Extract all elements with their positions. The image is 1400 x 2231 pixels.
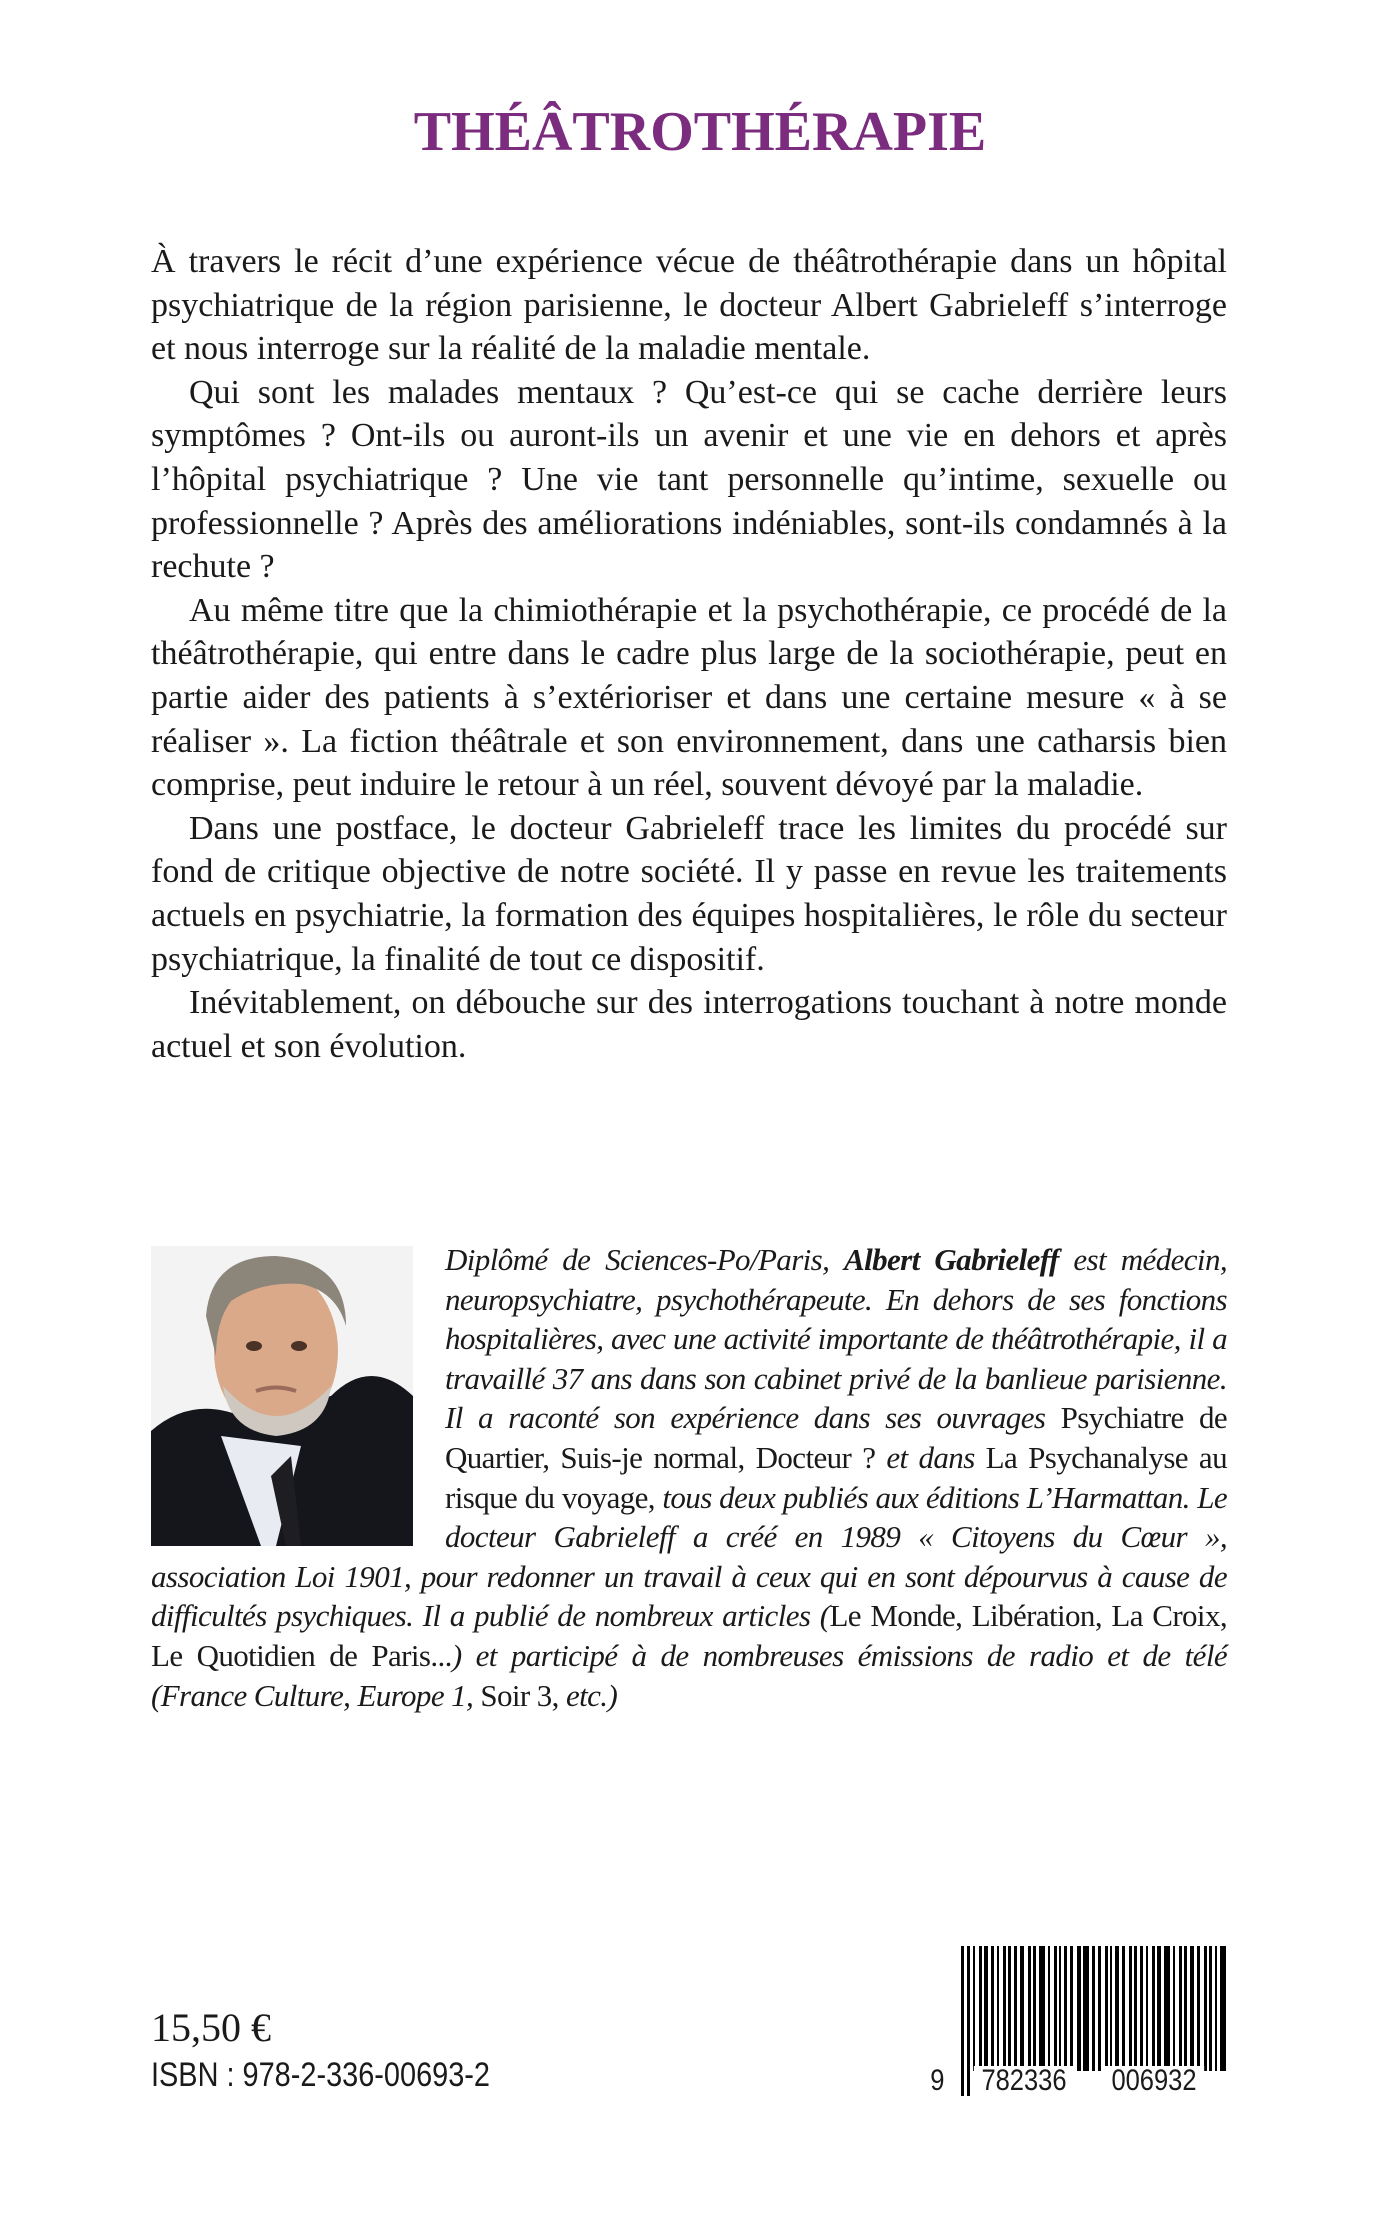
barcode-bar [1140,1946,1143,2071]
bio-segment: et dans [875,1439,986,1475]
barcode [930,1946,1227,2097]
barcode-bar [1146,1946,1148,2071]
bio-segment: tous deux publiés aux éditions L’Harmattan. Le docteur Gabrieleff a créé en 1989 « Citoyens du Cœur », association Loi 1901, pour redonner un travail à ceux qui en sont dépourvus à cause de difficultés psychiques. Il a publié de nombreux articles ( [151,1479,1227,1634]
bio-segment: Le Monde, Libération, La Croix, Le Quotidien de Paris... [151,1598,1227,1673]
barcode-bar [1048,1946,1050,2071]
barcode-bar [1152,1946,1155,2071]
barcode-bar [1064,1946,1067,2071]
barcode-bar [1028,1946,1031,2071]
barcode-bar [1215,1946,1217,2071]
barcode-bar [1115,1946,1119,2071]
barcode-bar [1033,1946,1036,2071]
bio-segment: ) et participé à de nombreuses émissions de radio et de télé (France Culture, Europe 1, [151,1637,1227,1713]
bio-segment: est médecin, neuropsychiatre, psychothérapeute. En dehors de ses fonctions hospitalières, avec une activité importante de théâtrothérapie, il a travaillé 37 ans dans son cabinet privé de la banlieue parisienne. Il a raconté son expérience dans ses ouvrages [445,1242,1227,1436]
summary-paragraph: Qui sont les malades mentaux ? Qu’est-ce qui se cache derrière leurs symptômes ? Ont-ils ou auront-ils un avenir et une vie en dehors et après l’hôpital psychiatrique ? Une vie tant personnelle qu’intime, sexuelle ou professionnelle ? Après des améliorations indéniables, sont-ils condamnés à la rechute ? [151,373,1227,586]
bio-segment: Psychiatre de Quartier, Suis-je normal, Docteur ? [445,1400,1227,1475]
book-title: THÉÂTROTHÉRAPIE [413,101,987,163]
barcode-bar [1077,1946,1081,2071]
barcode-bar [1190,1946,1194,2071]
barcode-bar [1110,1946,1112,2071]
barcode-bar [1197,1946,1200,2071]
barcode-bar [1039,1946,1045,2071]
bio-segment: Albert Gabrieleff [844,1242,1059,1277]
barcode-bar [1204,1946,1207,2071]
barcode-bar [1020,1946,1024,2071]
barcode-bar [1184,1946,1187,2071]
barcode-bar [1173,1946,1175,2071]
barcode-bar [1209,1946,1212,2071]
barcode-bar [1070,1946,1073,2071]
barcode-bar [1083,1946,1089,2071]
back-cover-summary [151,240,1227,1068]
bio-segment: etc.) [558,1677,618,1713]
barcode-bar [1164,1946,1170,2071]
bio-segment: La Psychanalyse au risque du voyage, [445,1439,1227,1515]
barcode-bar [979,1946,982,2071]
barcode-bar [1014,1946,1017,2071]
barcode-bar [1179,1946,1182,2071]
summary-paragraph: Inévitablement, on débouche sur des interrogations touchant à notre monde actuel et son évolution. [151,984,1227,1065]
barcode-bar [967,1946,970,2096]
barcode-bar [991,1946,994,2071]
isbn: ISBN : 978-2-336-00693-2 [151,2056,490,2094]
barcode-bar [984,1946,988,2071]
barcode-bar [1157,1946,1161,2071]
barcode-bar [973,1946,975,2071]
summary-paragraph: Dans une postface, le docteur Gabrieleff trace les limites du procédé sur fond de critique objective de notre société. Il y passe en revue les traitements actuels en psychiatrie, la formation des équipes hospitalières, le rôle du secteur psychiatrique, la finalité de tout ce dispositif. [151,809,1227,978]
author-bio [151,1240,1227,1715]
barcode-bar [961,1946,964,2096]
barcode-digits-left: 782336 [974,2066,1074,2096]
barcode-bar [1220,1946,1226,2071]
barcode-digit-first: 9 [930,2064,945,2097]
barcode-bar [997,1946,999,2071]
barcode-bar [1098,1946,1101,2071]
barcode-bar [1008,1946,1011,2071]
barcode-digits-right: 006932 [1104,2066,1204,2096]
barcode-bar [1003,1946,1006,2071]
price: 15,50 € [151,2005,271,2050]
barcode-bar [1054,1946,1057,2071]
barcode-bar [1134,1946,1137,2071]
author-portrait-image [151,1246,413,1546]
summary-paragraph: Au même titre que la chimiothérapie et la psychothérapie, ce procédé de la théâtrothérapie, qui entre dans le cadre plus large de la sociothérapie, peut en partie aider des patients à s’extérioriser et dans une certaine mesure « à se réaliser ». La fiction théâtrale et son environnement, dans une catharsis bien comprise, peut induire le retour à un réel, souvent dévoyé par la maladie. [151,591,1227,804]
summary-paragraph: À travers le récit d’une expérience vécue de théâtrothérapie dans un hôpital psychiatrique de la région parisienne, le docteur Albert Gabrieleff s’interroge et nous interroge sur la réalité de la maladie mentale. [151,243,1227,368]
barcode-bar [1092,1946,1095,2071]
author-photo [151,1246,413,1546]
barcode-bar [1059,1946,1061,2071]
bio-segment: Diplômé de Sciences-Po/Paris, [445,1242,845,1277]
bio-segment: Soir 3, [480,1677,559,1713]
barcode-bar [1105,1946,1108,2071]
